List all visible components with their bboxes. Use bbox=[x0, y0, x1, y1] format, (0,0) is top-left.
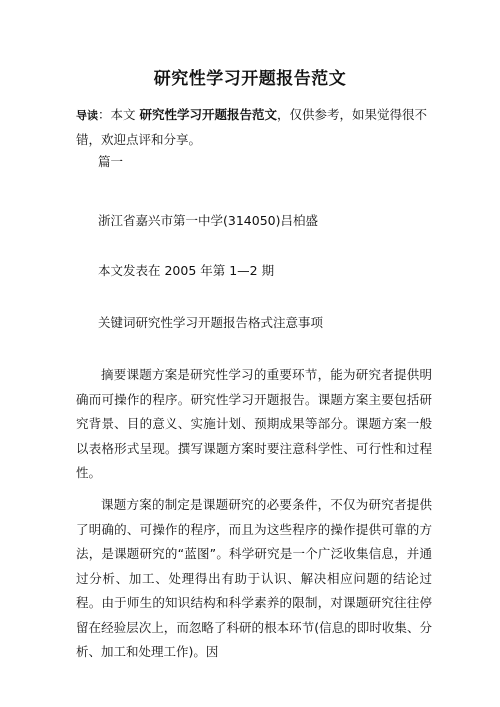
abstract-paragraph: 摘要课题方案是研究性学习的重要环节，能为研究者提供明确而可操作的程序。研究性学习开题报告。课题方案主要包括研究背景、目的意义、实施计划、预期成果等部分。课题方案一般以表格形式呈现。撰写课题方案时要注意科学性、可行性和过程性。 bbox=[76, 367, 432, 480]
lead-article-title: 研究性学习开题报告范文 bbox=[139, 107, 278, 122]
lead-prefix: ：本文 bbox=[98, 107, 136, 122]
publish-line: 本文发表在 2005 年第 1—2 期 bbox=[98, 263, 275, 278]
keywords-line: 关键词研究性学习开题报告格式注意事项 bbox=[98, 315, 324, 330]
body-paragraph: 课题方案的制定是课题研究的必要条件，不仅为研究者提供了明确的、可操作的程序，而且为这些程序的操作提供可靠的方法，是课题研究的“蓝图”。科学研究是一个广泛收集信息，并通过分析、加工、处理得出有助于认识、解决相应问题的结论过程。由于师生的知识结构和科学素养的限制，对课题研究往往停留在经验层次上，而忽略了科研的根本环节(信息的即时收集、分析、加工和处理工作)。因 bbox=[76, 497, 432, 659]
section-label: 篇一 bbox=[98, 154, 124, 169]
lead-paragraph bbox=[76, 103, 431, 152]
author-line: 浙江省嘉兴市第一中学(314050)吕柏盛 bbox=[98, 213, 318, 228]
lead-suffix: ，仅供参考，如果觉得很不错，欢迎点评和分享。 bbox=[76, 107, 428, 147]
document-title: 研究性学习开题报告范文 bbox=[153, 69, 347, 89]
lead-label: 导读 bbox=[76, 109, 98, 122]
